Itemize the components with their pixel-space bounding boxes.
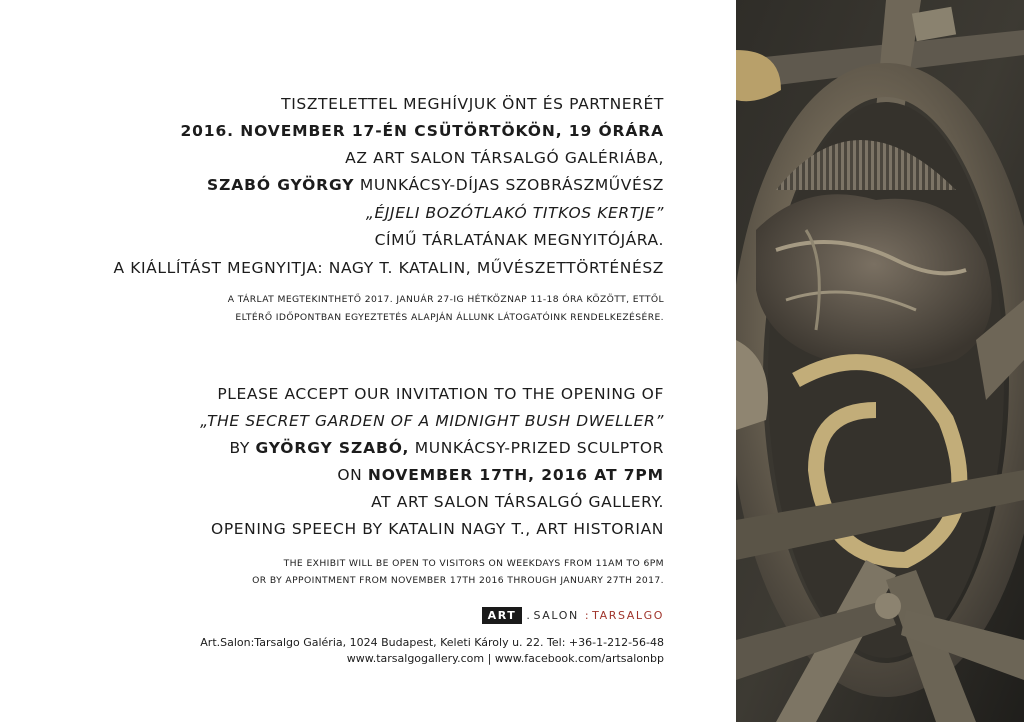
hu-artist-line <box>207 175 664 195</box>
en-artist-title: MUNKÁCSY-PRIZED SCULPTOR <box>409 439 664 457</box>
en-note-line-1: THE EXHIBIT WILL BE OPEN TO VISITORS ON WEEKDAYS FROM 11AM TO 6PM <box>283 558 664 569</box>
en-invite-line: PLEASE ACCEPT OUR INVITATION TO THE OPENING OF <box>217 385 664 403</box>
hu-artist-title: MUNKÁCSY-DÍJAS SZOBRÁSZMŰVÉSZ <box>354 176 664 194</box>
en-artist-name: GYÖRGY SZABÓ, <box>255 439 410 457</box>
logo-tarsalgo: TARSALGO <box>592 609 664 622</box>
logo-colon: : <box>584 609 591 622</box>
en-date: NOVEMBER 17TH, 2016 AT 7PM <box>367 466 664 484</box>
en-artist-line <box>229 438 664 458</box>
en-date-line <box>337 465 664 485</box>
en-speaker-line: OPENING SPEECH BY KATALIN NAGY T., ART HISTORIAN <box>211 520 664 538</box>
en-note-line-2: OR BY APPOINTMENT FROM NOVEMBER 17TH 2016 THROUGH JANUARY 27TH 2017. <box>252 575 664 586</box>
hu-opening-line: CÍMŰ TÁRLATÁNAK MEGNYITÓJÁRA. <box>374 231 664 249</box>
hu-invite-line: TISZTELETTEL MEGHÍVJUK ÖNT ÉS PARTNERÉT <box>281 95 664 113</box>
en-exhibition-title: „THE SECRET GARDEN OF A MIDNIGHT BUSH DWELLER” <box>200 412 664 430</box>
en-gallery-line: AT ART SALON TÁRSALGÓ GALLERY. <box>371 493 664 511</box>
logo-art: ART <box>482 607 523 624</box>
en-on-prefix: ON <box>337 466 368 484</box>
hu-date-line: 2016. NOVEMBER 17-ÉN CSÜTÖRTÖKÖN, 19 ÓRÁRA <box>180 122 664 140</box>
en-by-prefix: BY <box>229 439 256 457</box>
hu-gallery-line: AZ ART SALON TÁRSALGÓ GALÉRIÁBA, <box>345 149 664 167</box>
logo-dot: . <box>526 609 532 622</box>
website-link[interactable]: www.tarsalgogallery.com <box>346 652 485 665</box>
hu-note-line-1: A TÁRLAT MEGTEKINTHETŐ 2017. JANUÁR 27-IG HÉTKÖZNAP 11-18 ÓRA KÖZÖTT, ETTŐL <box>227 294 664 305</box>
hu-artist-name: SZABÓ GYÖRGY <box>207 176 355 194</box>
contact-address: Art.Salon:Tarsalgo Galéria, 1024 Budapest, Keleti Károly u. 22. Tel: +36-1-212-56-48 <box>200 636 664 649</box>
contact-links <box>347 652 664 666</box>
hu-note-line-2: ELTÉRŐ IDŐPONTBAN EGYEZTETÉS ALAPJÁN ÁLLUNK LÁTOGATÓINK RENDELKEZÉSÉRE. <box>235 312 664 323</box>
hu-speaker-line: A KIÁLLÍTÁST MEGNYITJA: NAGY T. KATALIN, MŰVÉSZETTÖRTÉNÉSZ <box>113 259 664 277</box>
logo-salon: SALON <box>533 609 579 622</box>
facebook-link[interactable]: www.facebook.com/artsalonbp <box>494 652 664 665</box>
bronze-sculpture-image <box>736 0 1024 722</box>
link-separator: | <box>487 652 492 665</box>
hu-exhibition-title: „ÉJJELI BOZÓTLAKÓ TITKOS KERTJE” <box>365 204 664 222</box>
gallery-logo <box>482 607 664 624</box>
